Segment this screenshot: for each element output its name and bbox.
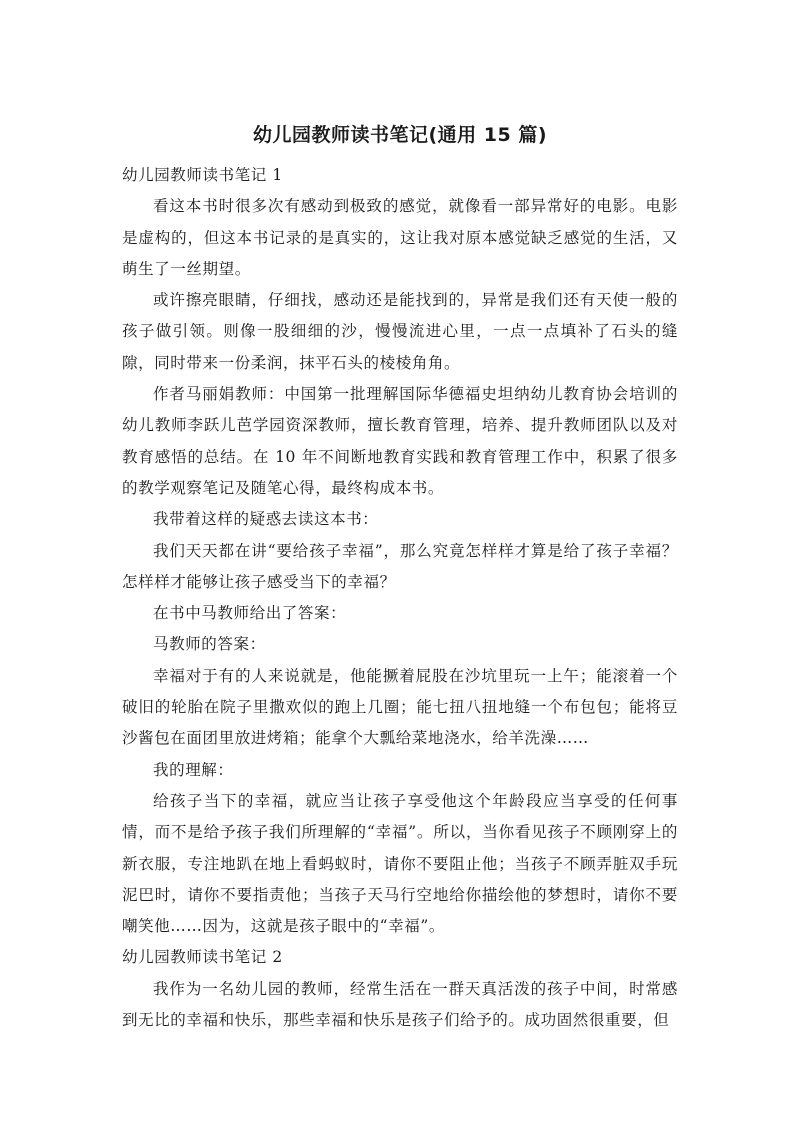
section-heading: 幼儿园教师读书笔记 1 [122, 166, 283, 184]
body-paragraph: 幸福对于有的人来说就是，他能撅着屁股在沙坑里玩一上午；能滚着一个破旧的轮胎在院子里撒欢似的跑上几圈；能七扭八扭地缝一个布包包；能将豆沙酱包在面团里放进烤箱；能拿个大瓢给菜地浇水，给羊洗澡…… [122, 666, 678, 748]
body-paragraph: 马教师的答案： [153, 635, 266, 654]
document-body [122, 160, 678, 1036]
body-paragraph: 给孩子当下的幸福，就应当让孩子享受他这个年龄段应当享受的任何事情，而不是给予孩子我们所理解的“幸福”。所以，当你看见孩子不顾刚穿上的新衣服，专注地趴在地上看蚂蚁时，请你不要阻止他；当孩子不顾弄脏双手玩泥巴时，请你不要指责他；当孩子天马行空地给你描绘他的梦想时，请你不要嘲笑他……因为，这就是孩子眼中的“幸福”。 [122, 791, 678, 936]
section-heading: 幼儿园教师读书笔记 2 [122, 948, 283, 967]
body-paragraph: 作者马丽娟教师：中国第一批理解国际华德福史坦纳幼儿教育协会培训的幼儿教师李跃儿芭学园资深教师，擅长教育管理，培养、提升教师团队以及对教育感悟的总结。在 10 年不间断地教育实践和教育管理工作中，积累了很多的教学观察笔记及随笔心得，最终构成本书。 [122, 385, 678, 497]
body-paragraph: 或许擦亮眼睛，仔细找，感动还是能找到的，异常是我们还有天使一般的孩子做引领。则像一股细细的沙，慢慢流进心里，一点一点填补了石头的缝隙，同时带来一份柔润，抹平石头的棱棱角角。 [122, 291, 678, 372]
body-paragraph: 我带着这样的疑惑去读这本书： [153, 510, 379, 529]
body-paragraph: 我的理解： [153, 760, 234, 779]
body-paragraph: 我作为一名幼儿园的教师，经常生活在一群天真活泼的孩子中间，时常感到无比的幸福和快乐，那些幸福和快乐是孩子们给予的。成功固然很重要，但 [122, 979, 678, 1030]
body-paragraph: 在书中马教师给出了答案： [153, 604, 347, 623]
body-paragraph: 看这本书时很多次有感动到极致的感觉，就像看一部异常好的电影。电影是虚构的，但这本书记录的是真实的，这让我对原本感觉缺乏感觉的生活，又萌生了一丝期望。 [122, 197, 678, 278]
body-paragraph: 我们天天都在讲“要给孩子幸福”，那么究竟怎样样才算是给了孩子幸福？怎样样才能够让孩子感受当下的幸福？ [122, 541, 678, 591]
document-title: 幼儿园教师读书笔记(通用 15 篇) [252, 124, 548, 146]
